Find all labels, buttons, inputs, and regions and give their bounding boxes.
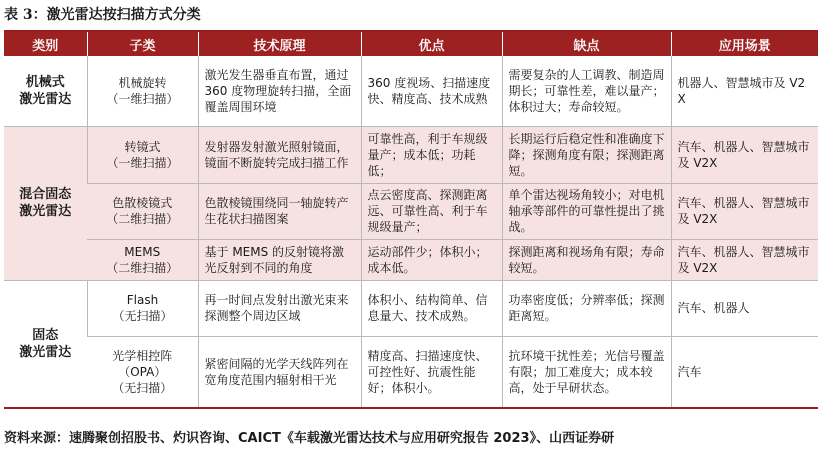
pros-cell: 体积小、结构简单、信息量大、技术成熟。 — [361, 280, 502, 336]
applications-cell: 汽车、机器人 — [671, 280, 818, 336]
header-row — [4, 31, 818, 56]
applications-cell: 汽车、机器人、智慧城市及 V2X — [671, 183, 818, 239]
pros-cell: 运动部件少；体积小；成本低。 — [361, 239, 502, 280]
subcategory-cell: Flash （无扫描） — [87, 280, 198, 336]
pros-cell: 可靠性高，利于车规级量产；成本低；功耗低； — [361, 126, 502, 183]
category-cell — [4, 126, 87, 280]
category-label: 混合固态 激光雷达 — [19, 187, 72, 219]
subcategory-cell: 转镜式 （一维扫描） — [87, 126, 198, 183]
table-row — [4, 239, 818, 280]
cons-cell: 单个雷达视场角较小；对电机轴承等部件的可靠性提出了挑战。 — [502, 183, 671, 239]
principle-cell: 色散棱镜围绕同一轴旋转产生花状扫描图案 — [198, 183, 361, 239]
table-caption — [4, 4, 201, 26]
table-number: 表 3： — [4, 7, 47, 23]
cons-cell: 长期运行后稳定性和准确度下降；探测角度有限；探测距离短。 — [502, 126, 671, 183]
cons-cell: 功率密度低；分辨率低；探测距离短。 — [502, 280, 671, 336]
header-category: 类别 — [4, 31, 87, 56]
applications-cell: 机器人、智慧城市及 V2X — [671, 56, 818, 126]
applications-cell: 汽车、机器人、智慧城市及 V2X — [671, 126, 818, 183]
pros-cell: 点云密度高、探测距离远、可靠性高、利于车规级量产； — [361, 183, 502, 239]
header-pros: 优点 — [361, 31, 502, 56]
pros-cell: 精度高、扫描速度快、可控性好、抗震性能好；体积小。 — [361, 336, 502, 408]
table-row — [4, 280, 818, 336]
table-row — [4, 336, 818, 408]
pros-cell: 360 度视场、扫描速度快、精度高、技术成熟 — [361, 56, 502, 126]
principle-cell: 基于 MEMS 的反射镜将激光反射到不同的角度 — [198, 239, 361, 280]
header-applications: 应用场景 — [671, 31, 818, 56]
applications-cell: 汽车、机器人、智慧城市及 V2X — [671, 239, 818, 280]
subcategory-cell: 色散棱镜式 （二维扫描） — [87, 183, 198, 239]
header-principle: 技术原理 — [198, 31, 361, 56]
table-title: 激光雷达按扫描方式分类 — [46, 7, 201, 23]
category-label: 机械式 激光雷达 — [19, 74, 72, 107]
principle-cell: 激光发生器垂直布置，通过 360 度物理旋转扫描，全面覆盖周围环境 — [198, 56, 361, 126]
table-row — [4, 126, 818, 183]
cons-cell: 抗环境干扰性差；光信号覆盖有限；加工难度大；成本较高，处于早研状态。 — [502, 336, 671, 408]
category-label: 固态 激光雷达 — [19, 327, 72, 360]
cons-cell: 探测距离和视场角有限；寿命较短。 — [502, 239, 671, 280]
principle-cell: 发射器发射激光照射镜面，镜面不断旋转完成扫描工作 — [198, 126, 361, 183]
table-row — [4, 183, 818, 239]
source-text: 速腾聚创招股书、灼识咨询、CAICT《车载激光雷达技术与应用研究报告 2023》、山西证券研 — [69, 431, 615, 446]
subcategory-cell: 机械旋转 （一维扫描） — [87, 56, 198, 126]
classification-table — [4, 30, 818, 409]
source-label: 资料来源： — [4, 431, 70, 446]
header-subcategory: 子类 — [87, 31, 198, 56]
category-cell — [4, 56, 87, 126]
principle-cell: 紧密间隔的光学天线阵列在宽角度范围内辐射相干光 — [198, 336, 361, 408]
source-note — [4, 428, 614, 450]
applications-cell: 汽车 — [671, 336, 818, 408]
cons-cell: 需要复杂的人工调教、制造周期长；可靠性差，难以量产；体积过大；寿命较短。 — [502, 56, 671, 126]
principle-cell: 再一时间点发射出激光束来探测整个周边区域 — [198, 280, 361, 336]
category-cell — [4, 280, 87, 408]
subcategory-cell: 光学相控阵 （OPA） （无扫描） — [87, 336, 198, 408]
header-cons: 缺点 — [502, 31, 671, 56]
table-row — [4, 56, 818, 126]
subcategory-cell: MEMS （二维扫描） — [87, 239, 198, 280]
